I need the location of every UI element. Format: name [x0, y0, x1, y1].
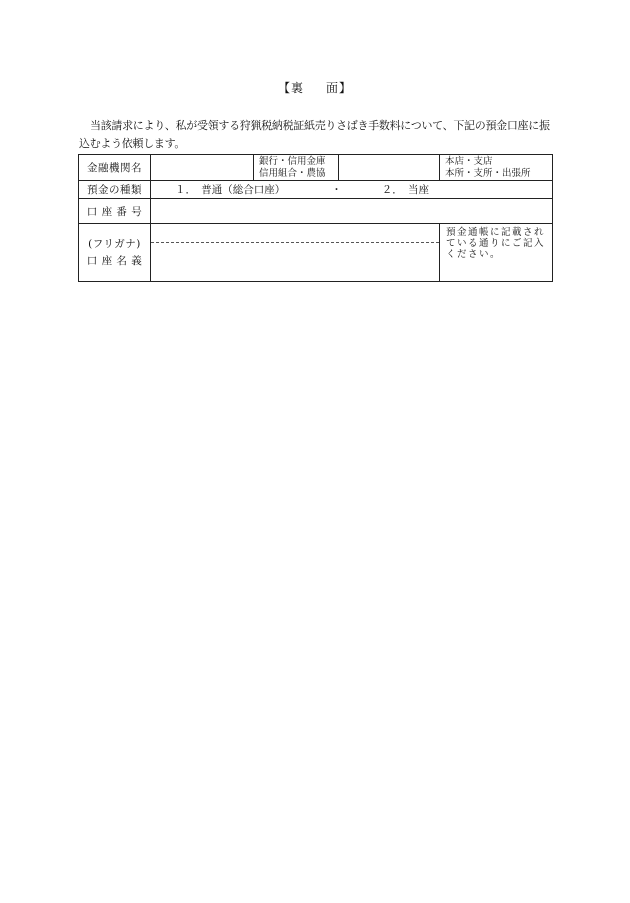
account-name-row	[79, 224, 553, 282]
account-number-label: 口 座 番 号	[79, 199, 151, 224]
institution-row	[79, 155, 553, 181]
account-number-row	[79, 199, 553, 224]
institution-label: 金融機関名	[79, 155, 151, 181]
account-name-input-area[interactable]	[151, 243, 439, 281]
account-type-option2[interactable]: ２． 当座	[381, 184, 429, 196]
bank-type-line1: 銀行・信用金庫	[259, 155, 326, 167]
account-type-separator: ・	[331, 184, 342, 196]
title-right: 面】	[326, 81, 353, 95]
branch-type-options[interactable]	[440, 155, 553, 181]
bank-type-line2: 信用組合・農協	[259, 167, 326, 179]
branch-type-line2: 本所・支所・出張所	[445, 167, 531, 179]
account-type-option1[interactable]: １． 普通（総合口座）	[175, 184, 286, 196]
account-name-label: 口 座 名 義	[86, 254, 143, 267]
branch-type-line1: 本店・支店	[445, 155, 493, 167]
title-left: 【裏	[277, 81, 304, 95]
branch-name-field[interactable]	[339, 155, 440, 181]
account-name-field[interactable]	[151, 224, 440, 282]
page-title	[0, 79, 630, 96]
account-type-label: 預金の種類	[79, 181, 151, 199]
furigana-input-line[interactable]	[151, 224, 439, 243]
bank-type-options[interactable]	[254, 155, 339, 181]
furigana-label: (フリガナ)	[88, 237, 141, 250]
bank-account-form	[78, 154, 553, 282]
account-name-label-cell	[79, 224, 151, 282]
institution-name-field[interactable]	[151, 155, 254, 181]
intro-text: 当該請求により、私が受領する狩猟税納税証紙売りさばき手数料について、下記の預金口座に振込むよう依頼します。	[79, 119, 550, 150]
account-type-options[interactable]	[151, 181, 553, 199]
account-type-row	[79, 181, 553, 199]
note-text: 預金通帳に記載されている通りにご記入ください。	[440, 224, 553, 282]
account-number-field[interactable]	[151, 199, 553, 224]
